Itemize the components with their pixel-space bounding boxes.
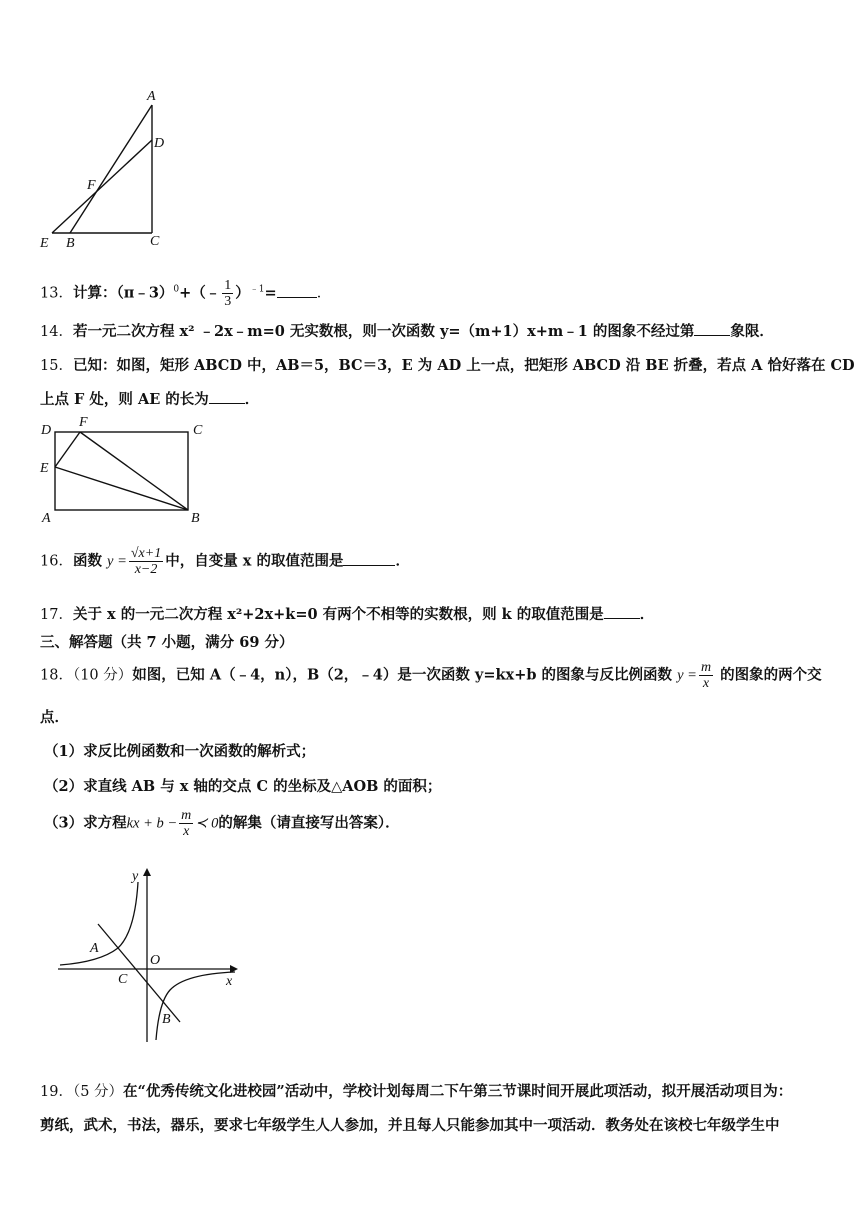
section-heading [40,631,293,652]
q16-y: y = [107,553,127,570]
question-score: （10 分） [72,667,133,684]
q16-end: ． [395,552,410,570]
q15-end: ． [244,391,260,408]
question-16 [40,546,410,577]
q18-part-text: （3）求方程 [44,814,127,832]
q15-text: 已知：如图，矩形 ABCD 中，AB＝5，BC＝3，E 为 AD 上一点，把矩形 ABCD 沿 BE 折叠，若点 A 恰好落在 CD [72,357,855,374]
label-F: F [87,178,96,193]
triangle-figure [30,85,180,255]
q16-text: 中，自变量 x 的取值范围是 [165,552,344,570]
q18-fraction: $\frac{m}{x}$ [700,660,712,691]
q13-text: ） [235,284,250,302]
question-19-line2 [40,1114,780,1135]
label-B: B [66,236,75,251]
question-number: 16． [40,553,73,570]
answer-blank[interactable] [343,553,395,566]
answer-blank[interactable] [694,323,730,336]
label-C: C [118,972,128,987]
q18-y: y = [677,667,697,684]
label-D: D [154,136,165,151]
q16-fraction: $\frac{√x+1}{x-2}$ [130,546,162,577]
q13-exp: 0 [173,284,180,295]
q14-text: 若一元二次方程 x² ﹣2x﹣m=0 无实数根，则一次函数 y=（m+1）x+m﹣1 的图象不经过第 [72,323,695,340]
coordinate-figure [50,862,250,1047]
label-A: A [42,511,51,526]
question-13 [40,278,331,309]
question-14 [40,320,774,341]
answer-blank[interactable] [277,285,317,298]
label-O: O [150,953,161,968]
question-19-line1 [40,1080,792,1101]
q18-expr: ≺ 0 [195,815,219,832]
label-E: E [40,461,49,476]
q18-text: 如图，已知 A（﹣4，n），B（2，﹣4）是一次函数 y=kx+b 的图象与反比例函数 [132,666,673,684]
question-18-line2 [40,706,69,727]
q13-text: = [264,284,277,302]
answer-blank[interactable] [209,391,245,404]
label-C: C [193,423,203,438]
q18-part-text: 的解集（请直接写出答案）． [218,814,400,832]
label-A: A [90,941,99,956]
q13-fraction: $\frac{1}{3}$ [224,278,232,309]
answer-blank[interactable] [604,606,640,619]
q17-end: ． [639,606,655,623]
label-F: F [79,415,88,430]
question-18-line1 [40,660,822,691]
axis-x-label: x [226,974,233,989]
label-C: C [150,234,160,249]
q18-part-text: （1）求反比例函数和一次函数的解析式； [44,743,316,760]
label-D: D [41,423,52,438]
question-number: 17． [40,607,73,623]
q18-expr: kx + b − [126,815,178,832]
question-number: 14． [40,324,73,340]
question-18-part3 [44,808,400,839]
section-title: 三、解答题（共 7 小题，满分 69 分） [40,634,294,651]
q18-text: 的图象的两个交 [720,666,822,684]
q15-text: 上点 F 处，则 AE 的长为 [40,391,209,408]
q17-text: 关于 x 的一元二次方程 x²+2x+k=0 有两个不相等的实数根，则 k 的取值范围是 [72,606,604,623]
q13-text: 计算：（π﹣3） [72,284,174,302]
label-E: E [40,236,49,251]
q19-text: 在“优秀传统文化进校园”活动中，学校计划每周二下午第三节课时间开展此项活动，拟开展活动项目为： [123,1083,793,1100]
question-17 [40,603,654,624]
question-score: （5 分） [72,1084,124,1100]
q16-text: 函数 [72,552,102,570]
label-A: A [147,89,156,104]
question-15-line1 [40,354,855,375]
label-B: B [191,511,200,526]
question-number: 13． [40,285,73,302]
q18-part-text: （2）求直线 AB 与 x 轴的交点 C 的坐标及△AOB 的面积； [44,778,442,795]
question-number: 18． [40,667,73,684]
label-B: B [162,1012,171,1027]
question-18-part1 [44,740,315,761]
question-number: 19． [40,1084,73,1100]
question-18-part2 [44,775,441,796]
q18-p3-fraction: $\frac{m}{x}$ [181,808,192,839]
question-number: 15． [40,358,73,374]
question-15-line2 [40,388,259,409]
q13-end: ． [316,285,332,302]
axis-y-label: y [132,869,139,884]
q13-exp: ﹣1 [249,284,265,295]
q19-text: 剪纸，武术，书法，器乐，要求七年级学生人人参加，并且每人只能参加其中一项活动．教务处在该校七年级学生中 [40,1117,780,1134]
q14-end: 象限． [730,323,774,340]
q18-text: 点． [40,709,69,726]
q13-text: +（﹣ [179,284,221,302]
rectangle-fold-figure [35,412,215,527]
